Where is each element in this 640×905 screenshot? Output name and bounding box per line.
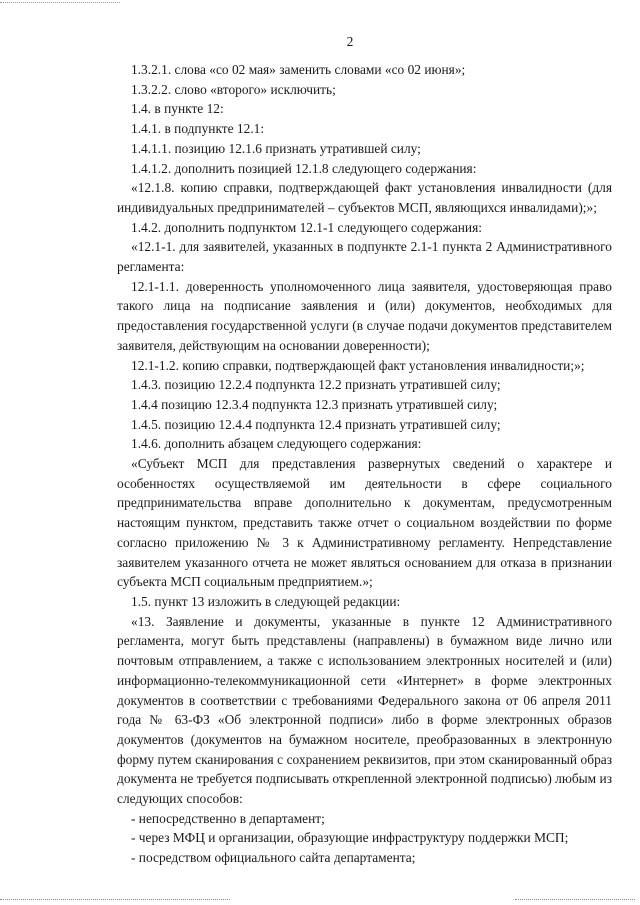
paragraph-1-5: 1.5. пункт 13 изложить в следующей редакции: <box>131 593 401 609</box>
paragraph-1-4-4: 1.4.4 позицию 12.3.4 подпункта 12.3 признать утратившей силу; <box>131 396 498 412</box>
paragraph-1-4-6: 1.4.6. дополнить абзацем следующего содержания: <box>131 436 422 452</box>
paragraph-12-1-1-1: 12.1-1.1. доверенность уполномоченного лица заявителя, удостоверяющая право такого лица на подписание заявления и (или) документов, необходимых для предоставления государственной услуги (в случае подачи документов представителем заявителя, действующим на основании доверенности); <box>117 278 612 353</box>
paragraph-1-4-3: 1.4.3. позицию 12.2.4 подпункта 12.2 признать утратившей силу; <box>131 377 501 393</box>
paragraph-1-3-2-1: 1.3.2.1. слова «со 02 мая» заменить словами «со 02 июня»; <box>131 62 466 77</box>
list-item-official-site: - посредством официального сайта департамента; <box>131 850 416 866</box>
paragraph-1-3-2-2: 1.3.2.2. слово «второго» исключить; <box>131 81 336 97</box>
list-item-mfc: - через МФЦ и организации, образующие инфраструктуру поддержки МСП; <box>131 830 569 846</box>
paragraph-1-4: 1.4. в пункте 12: <box>131 101 224 117</box>
paragraph-1-4-1-2: 1.4.1.2. дополнить позицией 12.1.8 следующего содержания: <box>131 160 477 176</box>
paragraph-1-4-1: 1.4.1. в подпункте 12.1: <box>131 121 265 137</box>
paragraph-1-4-5: 1.4.5. позицию 12.4.4 подпункта 12.4 признать утратившей силу; <box>131 416 501 432</box>
paragraph-1-4-2: 1.4.2. дополнить подпунктом 12.1-1 следующего содержания: <box>131 219 482 235</box>
paragraph-12-1-1: «12.1-1. для заявителей, указанных в подпункте 2.1-1 пункта 2 Административного регламента: <box>117 239 612 275</box>
list-item-department: - непосредственно в департамент; <box>131 810 325 826</box>
paragraph-13: «13. Заявление и документы, указанные в пункте 12 Административного регламента, могут быть представлены (направлены) в бумажном виде лично или почтовым отправлением, а также с использованием электронных носителей и (или) информационно-телекоммуникационной сети «Интернет» в форме электронных документов в соответствии с требованиями Федерального закона от 06 апреля 2011 года № 63-ФЗ «Об электронной подписи» либо в форме электронных образов документов (документов на бумажном носителе, преобразованных в электронную форму путем сканирования с сохранением реквизитов, при этом сканированный образ документа не требуется подписывать открепленной электронной подписью) любым из следующих способов: <box>117 613 612 807</box>
paragraph-1-4-1-1: 1.4.1.1. позицию 12.1.6 признать утратившей силу; <box>131 140 421 156</box>
scan-edge-mark-bottom-left <box>0 899 230 900</box>
paragraph-subject-msp: «Субъект МСП для представления развернутых сведений о характере и особенностях осуществляемой им деятельности в сфере социального предпринимательства вправе дополнительно к документам, предусмотренным настоящим пунктом, представить также отчет о социальном воздействии по форме согласно приложению № 3 к Административному регламенту. Непредставление заявителем указанного отчета не может являться основанием для отказа в признании субъекта МСП социальным предприятием.»; <box>117 456 612 590</box>
scan-edge-mark-bottom-right <box>515 899 635 900</box>
scan-edge-mark-top <box>0 2 120 4</box>
paragraph-12-1-1-2: 12.1-1.2. копию справки, подтверждающей факт установления инвалидности;»; <box>131 357 585 373</box>
paragraph-12-1-8: «12.1.8. копию справки, подтверждающей факт установления инвалидности (для индивидуальных предпринимателей – субъектов МСП, являющихся инвалидами);»; <box>117 180 612 215</box>
document-body <box>117 60 612 868</box>
page-number: 2 <box>346 34 354 49</box>
